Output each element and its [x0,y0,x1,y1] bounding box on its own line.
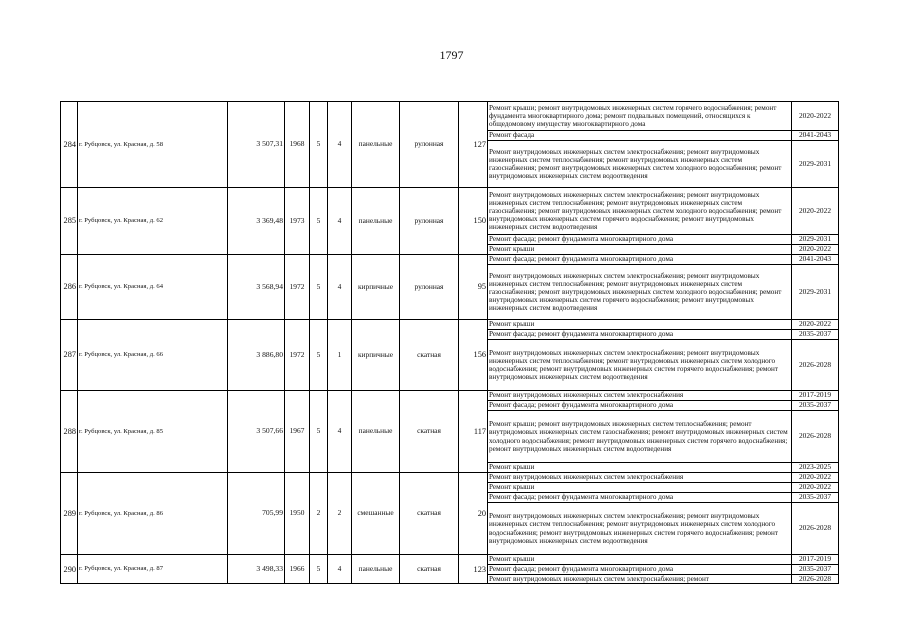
record-residents: 20 [459,473,488,555]
record-entrances: 2 [328,473,352,555]
work-description: Ремонт фасада [488,131,792,141]
work-description: Ремонт крыши; ремонт внутридомовых инженерных систем теплоснабжения; ремонт внутридомовых инженерных систем газоснабжения; ремонт внутридомовых инженерных систем холодного водоснабжения; ремонт внутридомовых инженерных систем горячего водоснабжения; ремонт внутридомовых инженерных систем водоотведения [488,411,792,463]
record-wall-material: панельные [352,188,400,255]
table-row [61,255,839,265]
record-residents: 95 [459,255,488,320]
record-number: 284 [61,102,78,188]
work-description: Ремонт фасада; ремонт фундамента многоквартирного дома [488,565,792,575]
record-floors: 5 [310,188,328,255]
work-description: Ремонт крыши [488,483,792,493]
work-description: Ремонт внутридомовых инженерных систем электроснабжения [488,473,792,483]
record-roof-type: скатная [400,391,459,473]
record-area: 3 886,80 [228,320,285,391]
record-year: 1973 [285,188,310,255]
record-floors: 5 [310,555,328,584]
record-roof-type: рулонная [400,102,459,188]
work-period: 2029-2031 [792,141,839,188]
work-period: 2017-2019 [792,391,839,401]
record-roof-type: скатная [400,473,459,555]
record-address: г. Рубцовск, ул. Красная, д. 87 [78,555,228,584]
record-roof-type: рулонная [400,255,459,320]
table-row [61,102,839,131]
record-entrances: 4 [328,555,352,584]
work-period: 2041-2043 [792,255,839,265]
work-description: Ремонт крыши [488,245,792,255]
work-description: Ремонт фасада; ремонт фундамента многоквартирного дома [488,330,792,340]
housing-repair-table [60,101,839,584]
work-period: 2020-2022 [792,245,839,255]
record-wall-material: панельные [352,391,400,473]
record-roof-type: скатная [400,320,459,391]
work-period: 2020-2022 [792,188,839,235]
record-address: г. Рубцовск, ул. Красная, д. 64 [78,255,228,320]
record-wall-material: кирпичные [352,320,400,391]
record-year: 1967 [285,391,310,473]
record-floors: 5 [310,391,328,473]
work-period: 2023-2025 [792,463,839,473]
record-number: 286 [61,255,78,320]
record-number: 289 [61,473,78,555]
record-year: 1972 [285,255,310,320]
record-year: 1950 [285,473,310,555]
record-year: 1972 [285,320,310,391]
record-area: 3 507,31 [228,102,285,188]
table-row [61,473,839,483]
record-wall-material: панельные [352,102,400,188]
work-period: 2020-2022 [792,102,839,131]
work-description: Ремонт внутридомовых инженерных систем электроснабжения; ремонт внутридомовых инженерных систем теплоснабжения; ремонт внутридомовых инженерных систем газоснабжения; ремонт внутридомовых инженерных систем холодного водоснабжения; ремонт внутридомовых инженерных систем горячего водоснабжения; ремонт внутридомовых инженерных систем водоотведения [488,265,792,320]
work-description: Ремонт внутридомовых инженерных систем электроснабжения; ремонт внутридомовых инженерных систем теплоснабжения; ремонт внутридомовых инженерных систем газоснабжения; ремонт внутридомовых инженерных систем холодного водоснабжения; ремонт внутридомовых инженерных систем горячего водоснабжения; ремонт внутридомовых инженерных систем водоотведения [488,188,792,235]
work-period: 2026-2028 [792,340,839,391]
record-year: 1966 [285,555,310,584]
record-number: 288 [61,391,78,473]
record-roof-type: рулонная [400,188,459,255]
work-period: 2020-2022 [792,483,839,493]
record-number: 285 [61,188,78,255]
work-period: 2029-2031 [792,235,839,245]
record-area: 3 498,33 [228,555,285,584]
page-number: 1797 [439,48,464,62]
record-floors: 5 [310,320,328,391]
record-roof-type: скатная [400,555,459,584]
work-description: Ремонт внутридомовых инженерных систем электроснабжения; ремонт внутридомовых инженерных систем теплоснабжения; ремонт внутридомовых инженерных систем холодного водоснабжения; ремонт внутридомовых инженерных систем горячего водоснабжения; ремонт внутридомовых инженерных систем водоотведения [488,340,792,391]
record-year: 1968 [285,102,310,188]
record-address: г. Рубцовск, ул. Красная, д. 66 [78,320,228,391]
work-period: 2029-2031 [792,265,839,320]
table-row [61,391,839,401]
record-area: 705,99 [228,473,285,555]
record-floors: 5 [310,102,328,188]
record-number: 287 [61,320,78,391]
record-floors: 5 [310,255,328,320]
work-description: Ремонт крыши [488,463,792,473]
record-residents: 127 [459,102,488,188]
work-period: 2041-2043 [792,131,839,141]
table-row [61,188,839,235]
work-description: Ремонт крыши; ремонт внутридомовых инженерных систем горячего водоснабжения; ремонт фундамента многоквартирного дома; ремонт подвальных помещений, относящихся к общедомовому имуществу многоквартирного дома [488,102,792,131]
work-period: 2035-2037 [792,401,839,411]
record-number: 290 [61,555,78,584]
record-area: 3 507,66 [228,391,285,473]
record-wall-material: панельные [352,555,400,584]
work-period: 2035-2037 [792,565,839,575]
record-address: г. Рубцовск, ул. Красная, д. 85 [78,391,228,473]
record-wall-material: кирпичные [352,255,400,320]
record-address: г. Рубцовск, ул. Красная, д. 86 [78,473,228,555]
work-description: Ремонт внутридомовых инженерных систем электроснабжения; ремонт [488,575,792,584]
table-body [61,102,839,584]
record-wall-material: смешанные [352,473,400,555]
record-floors: 2 [310,473,328,555]
record-residents: 156 [459,320,488,391]
work-period: 2026-2028 [792,575,839,584]
table-row [61,320,839,330]
work-period: 2020-2022 [792,320,839,330]
work-description: Ремонт внутридомовых инженерных систем электроснабжения; ремонт внутридомовых инженерных систем теплоснабжения; ремонт внутридомовых инженерных систем холодного водоснабжения; ремонт внутридомовых инженерных систем горячего водоснабжения; ремонт внутридомовых инженерных систем водоотведения [488,503,792,555]
work-description: Ремонт фасада; ремонт фундамента многоквартирного дома [488,235,792,245]
record-area: 3 568,94 [228,255,285,320]
work-description: Ремонт крыши [488,320,792,330]
work-description: Ремонт фасада; ремонт фундамента многоквартирного дома [488,401,792,411]
record-residents: 150 [459,188,488,255]
work-description: Ремонт внутридомовых инженерных систем электроснабжения; ремонт внутридомовых инженерных систем теплоснабжения; ремонт внутридомовых инженерных систем газоснабжения; ремонт внутридомовых инженерных систем холодного водоснабжения; ремонт внутридомовых инженерных систем водоотведения [488,141,792,188]
work-period: 2035-2037 [792,493,839,503]
table-row [61,555,839,565]
record-area: 3 369,48 [228,188,285,255]
record-address: г. Рубцовск, ул. Красная, д. 62 [78,188,228,255]
work-period: 2017-2019 [792,555,839,565]
record-entrances: 4 [328,102,352,188]
record-entrances: 4 [328,391,352,473]
work-description: Ремонт фасада; ремонт фундамента многоквартирного дома [488,255,792,265]
work-description: Ремонт внутридомовых инженерных систем электроснабжения [488,391,792,401]
record-residents: 117 [459,391,488,473]
work-period: 2026-2028 [792,411,839,463]
work-period: 2026-2028 [792,503,839,555]
work-description: Ремонт крыши [488,555,792,565]
work-period: 2020-2022 [792,473,839,483]
record-address: г. Рубцовск, ул. Красная, д. 58 [78,102,228,188]
work-description: Ремонт фасада; ремонт фундамента многоквартирного дома [488,493,792,503]
record-entrances: 1 [328,320,352,391]
record-entrances: 4 [328,188,352,255]
record-residents: 123 [459,555,488,584]
work-period: 2035-2037 [792,330,839,340]
record-entrances: 4 [328,255,352,320]
